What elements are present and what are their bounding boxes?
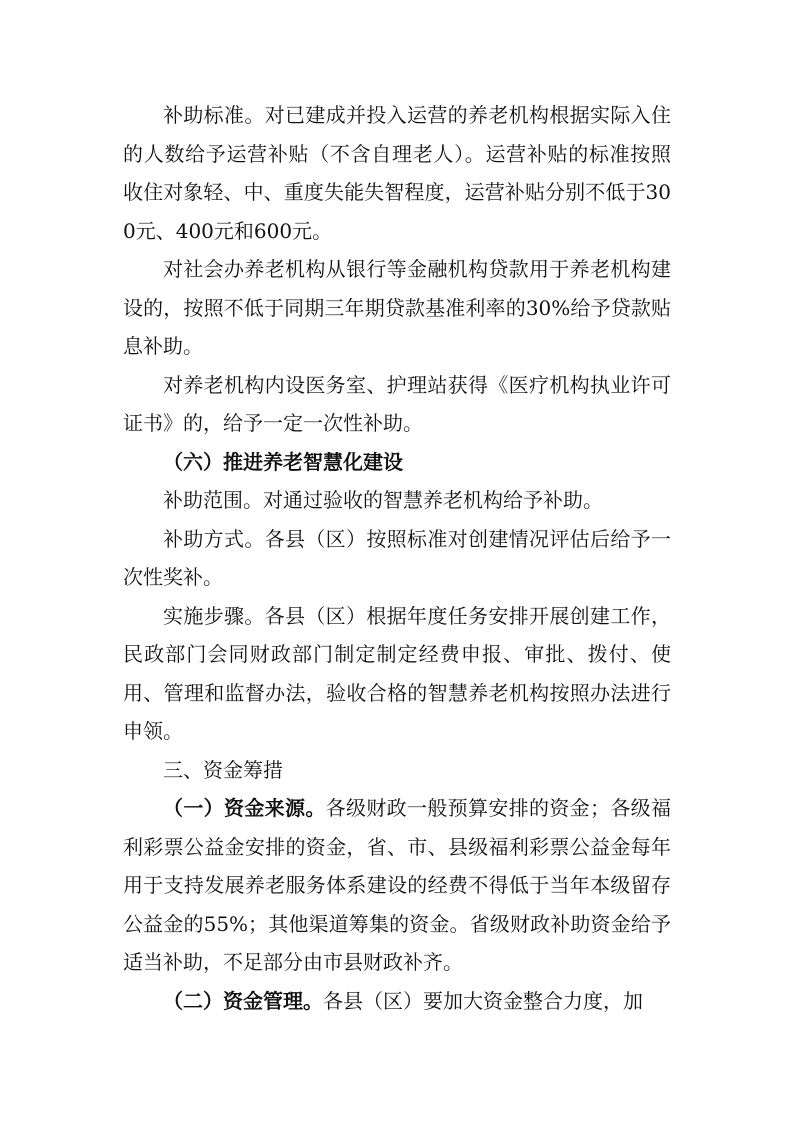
paragraph-loan-interest-subsidy (123, 250, 671, 366)
document-body (123, 96, 671, 1020)
paragraph-fund-sources (123, 789, 671, 982)
paragraph-text: 对养老机构内设医务室、护理站获得《医疗机构执业许可证书》的，给予一定一次性补助。 (123, 372, 671, 435)
paragraph-subsidy-standard (123, 96, 671, 250)
paragraph-text: 对社会办养老机构从银行等金融机构贷款用于养老机构建设的，按照不低于同期三年期贷款基准利率的30%给予贷款贴息补助。 (123, 257, 671, 358)
paragraph-text: 各级财政一般预算安排的资金；各级福利彩票公益金安排的资金，省、市、县级福利彩票公益金每年用于支持发展养老服务体系建设的经费不得低于当年本级留存公益金的55%；其他渠道筹集的资金。省级财政补助资金给予适当补助，不足部分由市县财政补齐。 (123, 796, 672, 974)
paragraph-subsidy-method (123, 520, 671, 597)
heading-text: （六）推进养老智慧化建设 (163, 449, 403, 474)
paragraph-subsidy-scope (123, 481, 671, 520)
paragraph-medical-license-subsidy (123, 366, 671, 443)
paragraph-text: 实施步骤。各县（区）根据年度任务安排开展创建工作，民政部门会同财政部门制定制定经费申报、审批、拨付、使用、管理和监督办法，验收合格的智慧养老机构按照办法进行申领。 (123, 603, 671, 743)
paragraph-text: 各县（区）要加大资金整合力度，加 (323, 988, 643, 1013)
paragraph-text: 补助方式。各县（区）按照标准对创建情况评估后给予一次性奖补。 (123, 526, 671, 589)
paragraph-text: 补助范围。对通过验收的智慧养老机构给予补助。 (163, 488, 603, 512)
paragraph-implementation-steps (123, 597, 671, 751)
section-heading-fund-raising (123, 751, 671, 790)
paragraph-lead: （一）资金来源。 (163, 796, 326, 820)
paragraph-fund-management (123, 982, 671, 1021)
section-heading-smart-elderly-care (123, 443, 671, 482)
paragraph-text: 补助标准。对已建成并投入运营的养老机构根据实际入住的人数给予运营补贴（不含自理老人）。运营补贴的标准按照收住对象轻、中、重度失能失智程度，运营补贴分别不低于300元、400元和600元。 (123, 103, 671, 243)
heading-text: 三、资金筹措 (163, 757, 283, 782)
paragraph-lead: （二）资金管理。 (163, 988, 323, 1013)
